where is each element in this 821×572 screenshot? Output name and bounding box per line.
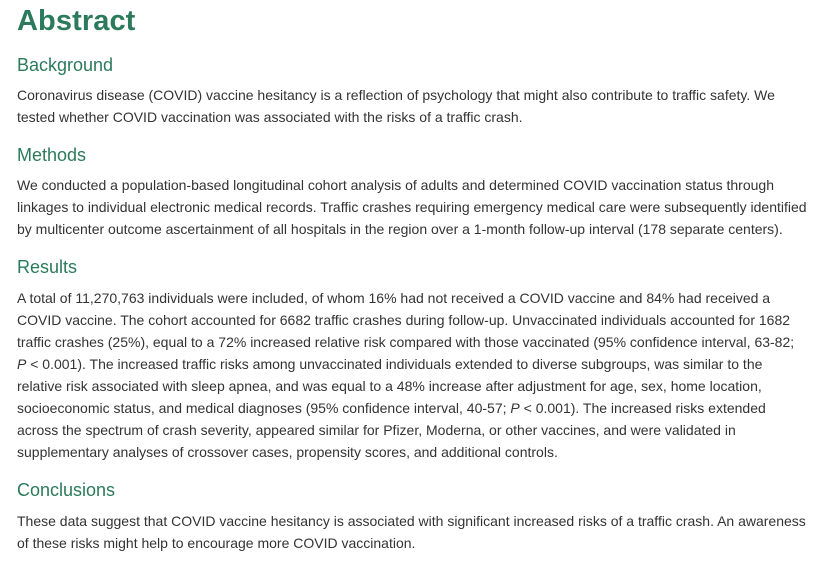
section-heading-background: Background: [17, 55, 114, 75]
section-heading-methods: Methods: [17, 145, 87, 165]
p-value-symbol: P: [510, 400, 520, 416]
section-background: [17, 54, 821, 128]
results-text-part-2: < 0.001). The increased traffic risks among unvaccinated individuals extended to diverse subgroups, was similar to the relative risk associated with sleep apnea, and was equal to a 48% increase after adjustment for age, sex, home location, socioeconomic status, and medical diagnoses (95% confidence interval, 40-57;: [17, 356, 763, 416]
section-body-conclusions: These data suggest that COVID vaccine hesitancy is associated with significant increased risks of a traffic crash. An awareness of these risks might help to encourage more COVID vaccination.: [17, 513, 806, 551]
section-body-results: [17, 287, 807, 463]
section-body-methods: We conducted a population-based longitudinal cohort analysis of adults and determined COVID vaccination status through linkages to individual electronic medical records. Traffic crashes requiring emergency medical care were subsequently identified by multicenter outcome ascertainment of all hospitals in the region over a 1-month follow-up interval (178 separate centers).: [17, 177, 807, 237]
section-body-background: Coronavirus disease (COVID) vaccine hesitancy is a reflection of psychology that might also contribute to traffic safety. We tested whether COVID vaccination was associated with the risks of a traffic crash.: [17, 87, 775, 125]
section-conclusions: [17, 479, 821, 554]
section-results: [17, 256, 821, 463]
results-text-part-1: A total of 11,270,763 individuals were included, of whom 16% had not received a COVID vaccine and 84% had received a COVID vaccine. The cohort accounted for 6682 traffic crashes during follow-up. Unvaccinated individuals accounted for 1682 traffic crashes (25%), equal to a 72% increased relative risk compared with those vaccinated (95% confidence interval, 63-82;: [17, 290, 795, 350]
p-value-symbol: P: [17, 356, 27, 372]
results-text-part-3: < 0.001). The increased risks extended across the spectrum of crash severity, appeared similar for Pfizer, Moderna, or other vaccines, and were validated in supplementary analyses of crossover cases, propensity scores, and additional controls.: [17, 400, 766, 460]
page-title: Abstract: [17, 5, 136, 37]
section-heading-conclusions: Conclusions: [17, 480, 116, 500]
section-heading-results: Results: [17, 257, 78, 277]
section-methods: [17, 144, 821, 240]
